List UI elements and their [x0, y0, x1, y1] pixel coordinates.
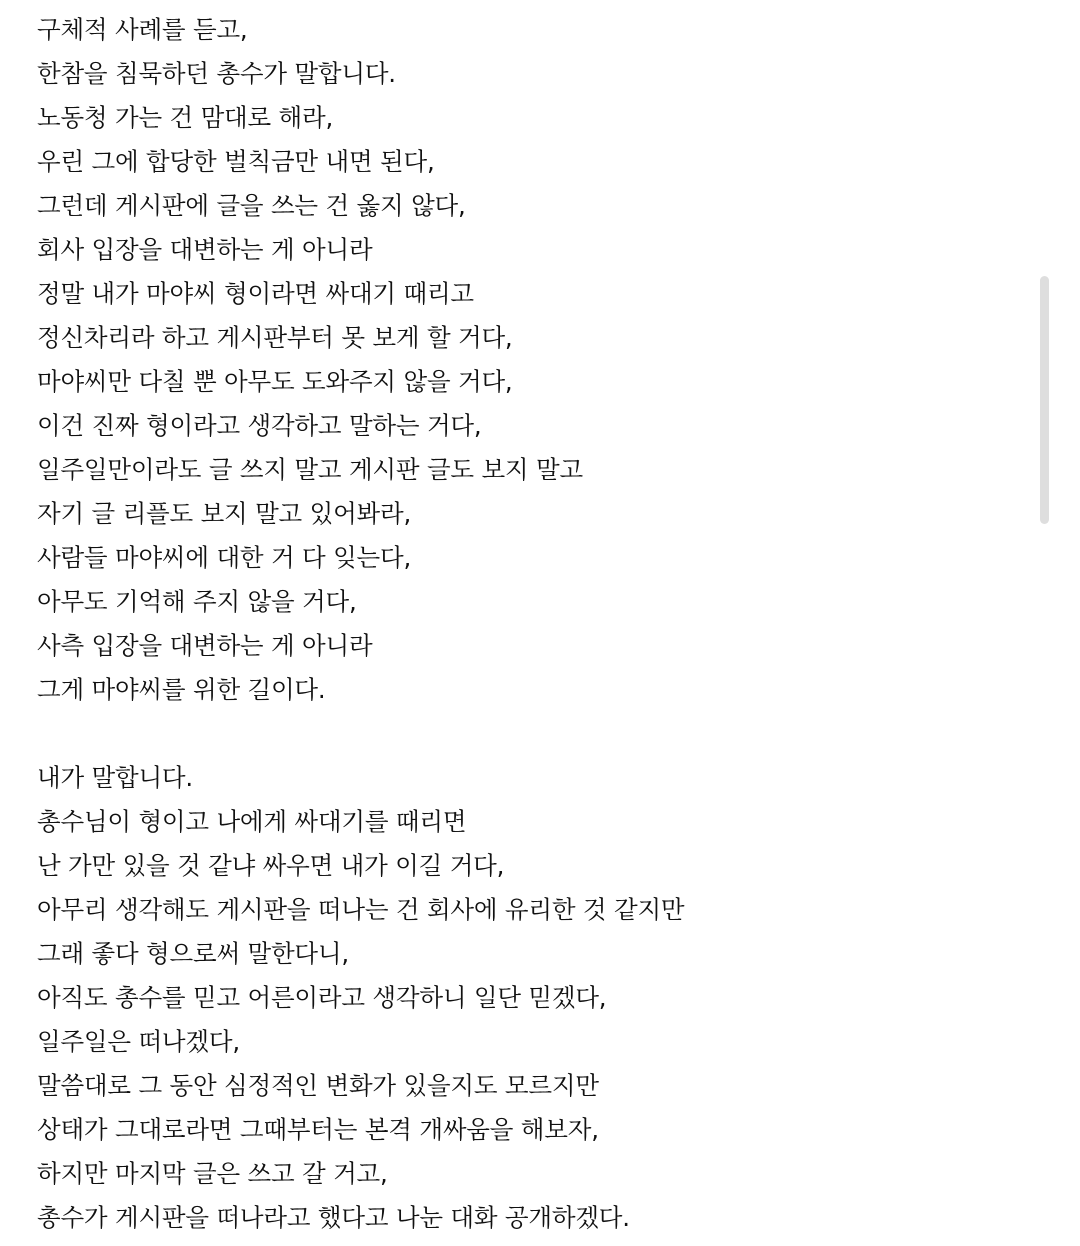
paragraph-2 — [37, 756, 1017, 1240]
text-line: 난 가만 있을 것 같냐 싸우면 내가 이길 거다, — [37, 851, 505, 880]
text-line: 아무도 기억해 주지 않을 거다, — [37, 587, 357, 616]
text-line: 그래 좋다 형으로써 말한다니, — [37, 939, 349, 968]
text-line: 상태가 그대로라면 그때부터는 본격 개싸움을 해보자, — [37, 1115, 599, 1144]
text-line: 한참을 침묵하던 총수가 말합니다. — [37, 59, 396, 88]
text-line: 그게 마야씨를 위한 길이다. — [37, 675, 326, 704]
text-line: 내가 말합니다. — [37, 763, 193, 792]
scrollbar-thumb[interactable] — [1040, 276, 1049, 524]
text-line: 총수가 게시판을 떠나라고 했다고 나눈 대화 공개하겠다. — [37, 1203, 630, 1232]
text-line: 회사 입장을 대변하는 게 아니라 — [37, 235, 373, 264]
text-line: 하지만 마지막 글은 쓰고 갈 거고, — [37, 1159, 388, 1188]
text-line: 정신차리라 하고 게시판부터 못 보게 할 거다, — [37, 323, 513, 352]
vertical-scrollbar[interactable] — [1040, 0, 1080, 1246]
text-line: 정말 내가 마야씨 형이라면 싸대기 때리고 — [37, 279, 474, 308]
text-line: 일주일만이라도 글 쓰지 말고 게시판 글도 보지 말고 — [37, 455, 583, 484]
text-line: 마야씨만 다칠 뿐 아무도 도와주지 않을 거다, — [37, 367, 513, 396]
text-line: 자기 글 리플도 보지 말고 있어봐라, — [37, 499, 412, 528]
text-line: 구체적 사례를 듣고, — [37, 15, 248, 44]
text-line: 이건 진짜 형이라고 생각하고 말하는 거다, — [37, 411, 482, 440]
text-line: 사람들 마야씨에 대한 거 다 잊는다, — [37, 543, 412, 572]
text-line: 아무리 생각해도 게시판을 떠나는 건 회사에 유리한 것 같지만 — [37, 895, 685, 924]
text-line: 아직도 총수를 믿고 어른이라고 생각하니 일단 믿겠다, — [37, 983, 607, 1012]
text-line: 일주일은 떠나겠다, — [37, 1027, 240, 1056]
text-line: 우린 그에 합당한 벌칙금만 내면 된다, — [37, 147, 435, 176]
text-line: 사측 입장을 대변하는 게 아니라 — [37, 631, 373, 660]
paragraph-1 — [37, 8, 1017, 712]
text-line: 노동청 가는 건 맘대로 해라, — [37, 103, 334, 132]
text-line: 말씀대로 그 동안 심정적인 변화가 있을지도 모르지만 — [37, 1071, 599, 1100]
document-body — [37, 8, 1017, 1240]
text-line: 그런데 게시판에 글을 쓰는 건 옳지 않다, — [37, 191, 466, 220]
text-line: 총수님이 형이고 나에게 싸대기를 때리면 — [37, 807, 467, 836]
